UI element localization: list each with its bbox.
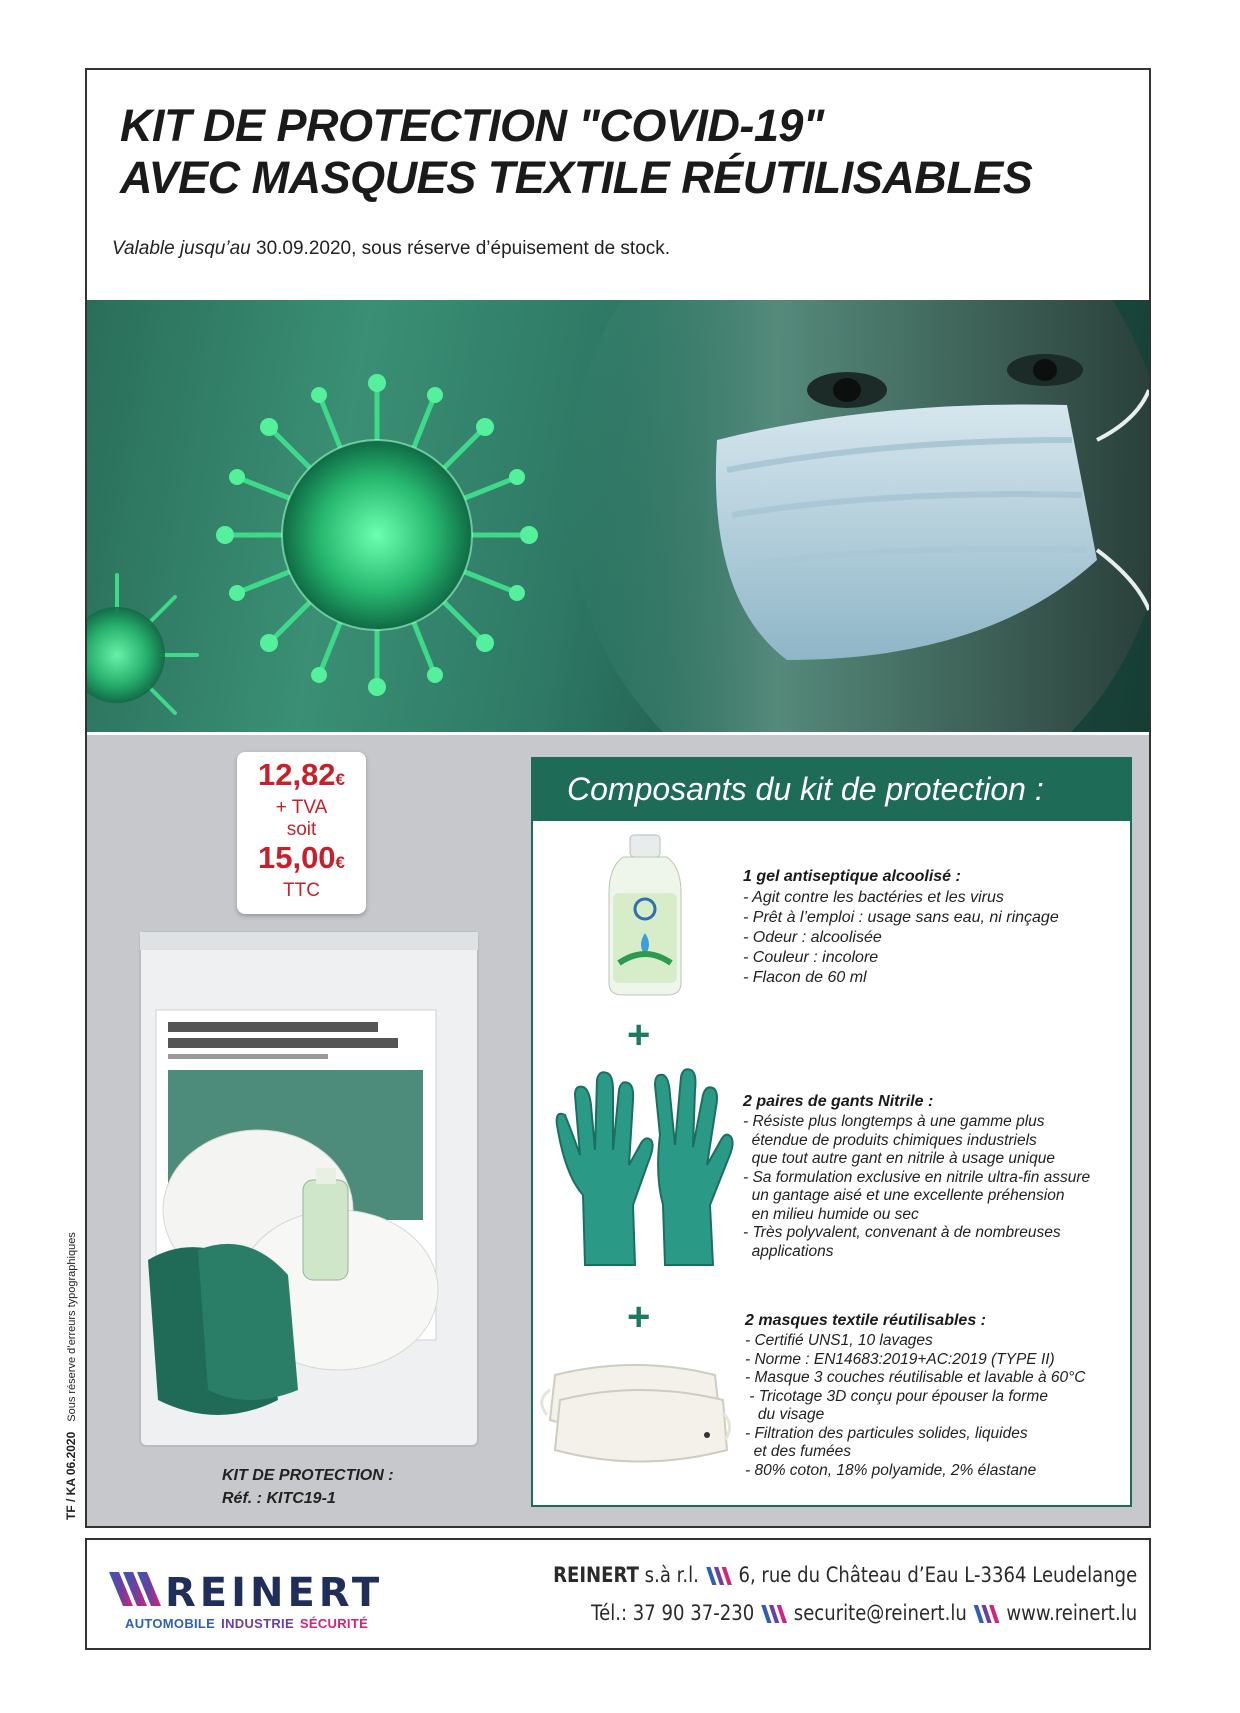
component-line: - 80% coton, 18% polyamide, 2% élastane — [745, 1461, 1037, 1479]
tagline-industrie: INDUSTRIE — [221, 1616, 294, 1631]
component-line: - Prêt à l’emploi : usage sans eau, ni rinçage — [743, 909, 1059, 926]
price-ht-currency: € — [335, 770, 346, 789]
kit-bag-illustration — [138, 930, 483, 1450]
tagline-automobile: AUTOMOBILE — [125, 1616, 216, 1631]
tagline-securite: SÉCURITÉ — [299, 1616, 369, 1631]
component-gel — [743, 868, 1059, 988]
component-line: - Flacon de 60 ml — [743, 969, 867, 986]
component-line: en milieu humide ou sec — [743, 1205, 919, 1223]
kit-label — [222, 1464, 394, 1510]
component-line: - Norme : EN14683:2019+AC:2019 (TYPE II) — [745, 1350, 1055, 1368]
reinert-logo-graphic — [99, 1564, 399, 1614]
validity-note — [112, 238, 670, 260]
address-line-1 — [553, 1556, 1137, 1594]
phone-number: Tél.: 37 90 37-230 — [590, 1601, 755, 1625]
component-title: 2 masques textile réutilisables : — [745, 1312, 986, 1329]
website-link[interactable]: www.reinert.lu — [1006, 1601, 1137, 1625]
component-line: - Sa formulation exclusive en nitrile ultra-fin assure — [743, 1168, 1091, 1186]
side-note — [64, 1232, 78, 1520]
kit-bag-photo — [138, 930, 483, 1450]
component-line: et des fumées — [745, 1443, 851, 1460]
company-address — [553, 1556, 1137, 1632]
component-line: - Masque 3 couches réutilisable et lavable à 60°C — [745, 1369, 1086, 1386]
nitrile-gloves-image — [545, 1055, 735, 1275]
components-header — [533, 759, 1130, 821]
component-line: étendue de produits chimiques industriels — [743, 1131, 1037, 1149]
title-block — [85, 68, 1151, 300]
side-note-text: Sous réserve d’erreurs typographiques — [66, 1232, 78, 1422]
component-line: - Filtration des particules solides, liquides — [745, 1424, 1028, 1442]
validity-italic: Valable jusqu’au — [112, 238, 251, 259]
component-line: que tout autre gant en nitrile à usage unique — [743, 1150, 1055, 1167]
plus-icon: + — [627, 1295, 651, 1339]
component-line: applications — [743, 1242, 834, 1260]
price-ht — [237, 758, 366, 797]
price-tva: + TVA — [275, 797, 328, 818]
slash-separator-icon — [761, 1605, 790, 1623]
slash-separator-icon — [973, 1605, 1002, 1623]
component-line: - Certifié UNS1, 10 lavages — [745, 1332, 933, 1349]
logo-wordmark: REINERT — [165, 1570, 384, 1614]
price-ttc-label: TTC — [283, 880, 320, 901]
component-masks — [745, 1312, 1086, 1480]
company-suffix: s.à r.l. — [638, 1563, 699, 1587]
virus-and-mask-illustration — [87, 300, 1149, 732]
component-line: - Agit contre les bactéries et les virus — [743, 889, 1004, 906]
price-ht-value: 12,82 — [257, 757, 336, 792]
textile-masks-image — [535, 1355, 735, 1470]
title-line-1: KIT DE PROTECTION "COVID-19" — [120, 100, 824, 151]
hero-image — [87, 300, 1149, 732]
slash-separator-icon — [706, 1567, 735, 1585]
email-link[interactable]: securite@reinert.lu — [793, 1601, 967, 1625]
kit-label-title: KIT DE PROTECTION : — [222, 1467, 394, 1484]
address-line-2 — [553, 1594, 1137, 1632]
components-heading: Composants du kit de protection : — [567, 771, 1044, 807]
price-ttc-value: 15,00 — [257, 840, 336, 875]
component-line: du visage — [745, 1406, 825, 1423]
component-line: - Odeur : alcoolisée — [743, 929, 882, 946]
gel-bottle-image — [605, 833, 685, 998]
logo-tagline — [125, 1616, 374, 1631]
plus-icon: + — [627, 1013, 651, 1057]
component-line: - Tricotage 3D conçu pour épouser la forme — [745, 1387, 1048, 1405]
side-note-code: TF / KA 06.2020 — [64, 1431, 78, 1520]
street-address: 6, rue du Château d’Eau L-3364 Leudelange — [738, 1563, 1137, 1587]
page-title — [120, 100, 1032, 204]
component-line: un gantage aisé et une excellente préhension — [743, 1187, 1065, 1204]
price-ttc-currency: € — [335, 853, 346, 872]
component-gloves — [743, 1093, 1090, 1261]
price-soit: soit — [286, 819, 317, 840]
validity-rest: 30.09.2020, sous réserve d’épuisement de stock. — [250, 238, 671, 259]
component-line: - Résiste plus longtemps à une gamme plus — [743, 1113, 1045, 1130]
kit-reference: Réf. : KITC19-1 — [222, 1490, 336, 1507]
footer — [85, 1538, 1151, 1650]
component-line: - Très polyvalent, convenant à de nombreuses — [743, 1224, 1061, 1241]
component-line: - Couleur : incolore — [743, 949, 879, 966]
component-title: 1 gel antiseptique alcoolisé : — [743, 868, 961, 885]
component-title: 2 paires de gants Nitrile : — [743, 1093, 934, 1110]
company-name: REINERT — [552, 1563, 639, 1587]
price-ttc — [237, 841, 366, 880]
price-card — [237, 752, 366, 914]
title-line-2: AVEC MASQUES TEXTILE RÉUTILISABLES — [120, 152, 1033, 203]
